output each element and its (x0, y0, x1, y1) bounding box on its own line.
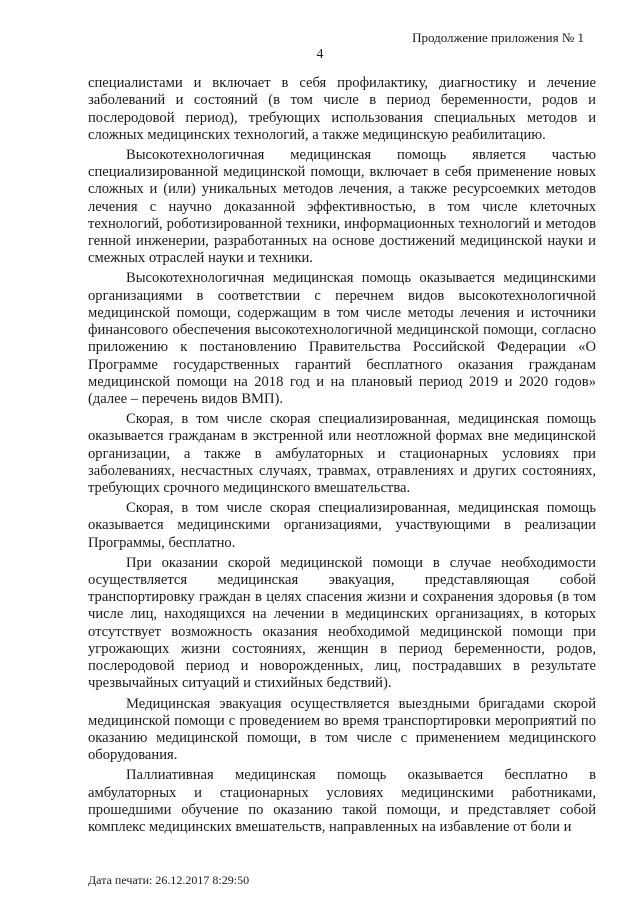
paragraph-emergency-free: Скорая, в том числе скорая специализированная, медицинская помощь оказывается медицинскими организациями, участвующими в реализации Программы, бесплатно. (88, 500, 596, 551)
appendix-continuation-note: Продолжение приложения № 1 (412, 30, 584, 45)
paragraph-palliative-care: Паллиативная медицинская помощь оказывается бесплатно в амбулаторных и стационарных условиях медицинскими работниками, прошедшими обучение по оказанию такой помощи, и представляет собой комплекс медицинских вмешательств, направленных на избавление от боли и (88, 767, 596, 836)
paragraph-emergency-care: Скорая, в том числе скорая специализированная, медицинская помощь оказывается гражданам в экстренной или неотложной формах вне медицинской организации, а также в амбулаторных и стационарных условиях при заболеваниях, несчастных случаях, травмах, отравлениях и других состояниях, требующих срочного медицинского вмешательства. (88, 411, 596, 497)
paragraph-medical-evacuation: При оказании скорой медицинской помощи в случае необходимости осуществляется медицинская эвакуация, представляющая собой транспортировку граждан в целях спасения жизни и сохранения здоровья (в том числе лиц, находящихся на лечении в медицинских организациях, в которых отсутствует возможность оказания необходимой медицинской помощи при угрожающих жизни состояниях, женщин в период беременности, родов, послеродовой период и новорожденных, лиц, пострадавших в результате чрезвычайных ситуаций и стихийных бедствий). (88, 554, 596, 692)
paragraph-high-tech-provision: Высокотехнологичная медицинская помощь оказывается медицинскими организациями в соответствии с перечнем видов высокотехнологичной медицинской помощи, содержащим в том числе методы лечения и источники финансового обеспечения высокотехнологичной медицинской помощи, согласно приложению к постановлению Правительства Российской Федерации «О Программе государственных гарантий бесплатного оказания гражданам медицинской помощи на 2018 год и на плановый период 2019 и 2020 годов» (далее – перечень видов ВМП). (88, 270, 596, 408)
document-body (88, 75, 596, 839)
print-date: Дата печати: 26.12.2017 8:29:50 (88, 873, 250, 887)
paragraph-evacuation-teams: Медицинская эвакуация осуществляется выездными бригадами скорой медицинской помощи с проведением во время транспортировки мероприятий по оказанию медицинской помощи, в том числе с применением медицинского оборудования. (88, 695, 596, 764)
paragraph-high-tech-definition: Высокотехнологичная медицинская помощь является частью специализированной медицинской помощи, включает в себя применение новых сложных и (или) уникальных методов лечения, а также ресурсоемких методов лечения с научно доказанной эффективностью, в том числе клеточных технологий, роботизированной техники, информационных технологий и методов генной инженерии, разработанных на основе достижений медицинской науки и смежных отраслей науки и техники. (88, 146, 596, 267)
paragraph-continuation: специалистами и включает в себя профилактику, диагностику и лечение заболеваний и состояний (в том числе в период беременности, родов и послеродовой период), требующих использования специальных методов и сложных медицинских технологий, а также медицинскую реабилитацию. (88, 75, 596, 143)
page-number: 4 (316, 46, 324, 61)
